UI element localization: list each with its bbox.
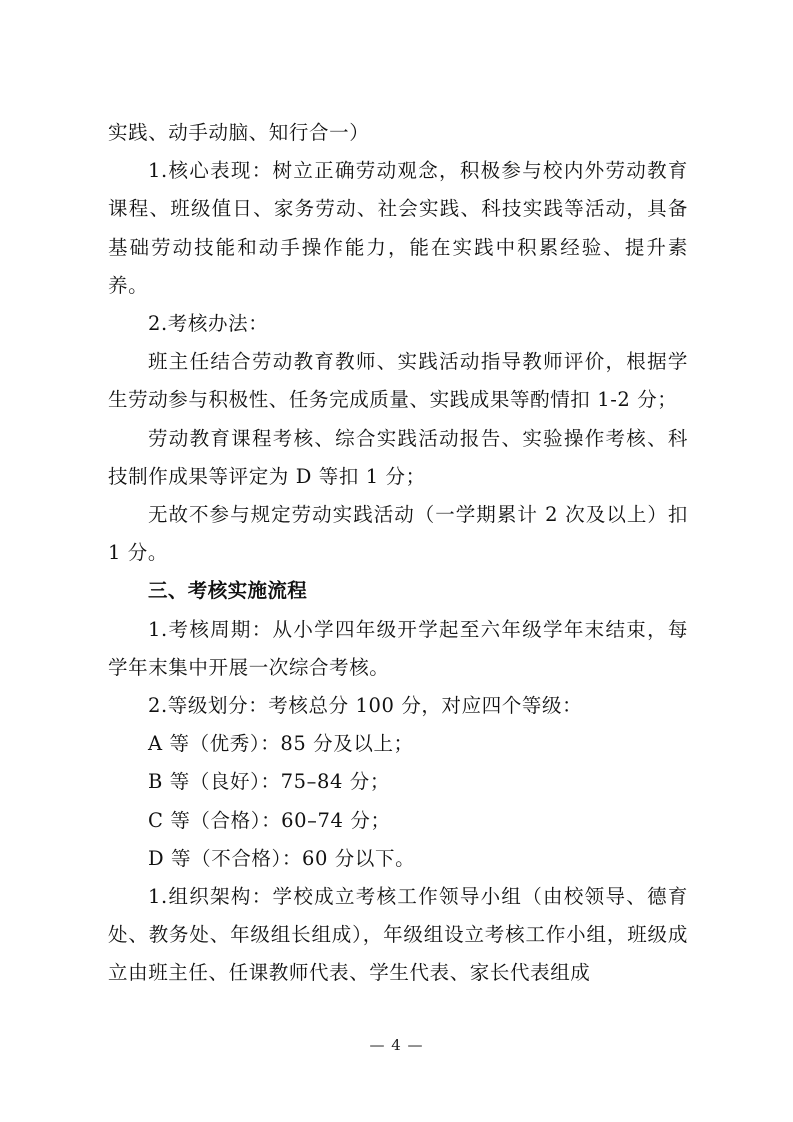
grade-b-item: B 等（良好）：75–84 分；: [148, 770, 390, 794]
section-heading-implementation: 三、考核实施流程: [148, 579, 308, 603]
grade-c-item: C 等（合格）：60–74 分；: [148, 808, 391, 832]
paragraph-assessment-cycle: 1.考核周期：从小学四年级开学起至六年级学年末结束，每学年末集中开展一次综合考核。: [108, 617, 688, 679]
paragraph-organization: 1.组织架构：学校成立考核工作领导小组（由校领导、德育处、教务处、年级组长组成），年级组设立考核工作小组，班级成立由班主任、任课教师代表、学生代表、家长代表组成: [108, 885, 688, 985]
paragraph-core-performance: 1.核心表现：树立正确劳动观念，积极参与校内外劳动教育课程、班级值日、家务劳动、社会实践、科技实践等活动，具备基础劳动技能和动手操作能力，能在实践中积累经验、提升素养。: [108, 159, 688, 297]
page-number: — 4 —: [369, 1036, 424, 1054]
paragraph-teacher-evaluation: 班主任结合劳动教育教师、实践活动指导教师评价，根据学生劳动参与积极性、任务完成质量、实践成果等酌情扣 1-2 分；: [108, 350, 688, 412]
paragraph-grade-d-deduction: 劳动教育课程考核、综合实践活动报告、实验操作考核、科技制作成果等评定为 D 等扣 1 分；: [108, 426, 688, 488]
grade-d-item: D 等（不合格）：60 分以下。: [148, 846, 416, 870]
paragraph-continuation: 实践、动手动脑、知行合一）: [108, 121, 370, 144]
grade-a-item: A 等（优秀）：85 分及以上；: [148, 732, 414, 756]
paragraph-absence-deduction: 无故不参与规定劳动实践活动（一学期累计 2 次及以上）扣 1 分。: [108, 503, 688, 565]
page-body: [108, 114, 688, 993]
paragraph-grade-division: 2.等级划分：考核总分 100 分，对应四个等级：: [148, 694, 583, 718]
paragraph-assessment-method-heading: 2.考核办法：: [148, 312, 269, 336]
